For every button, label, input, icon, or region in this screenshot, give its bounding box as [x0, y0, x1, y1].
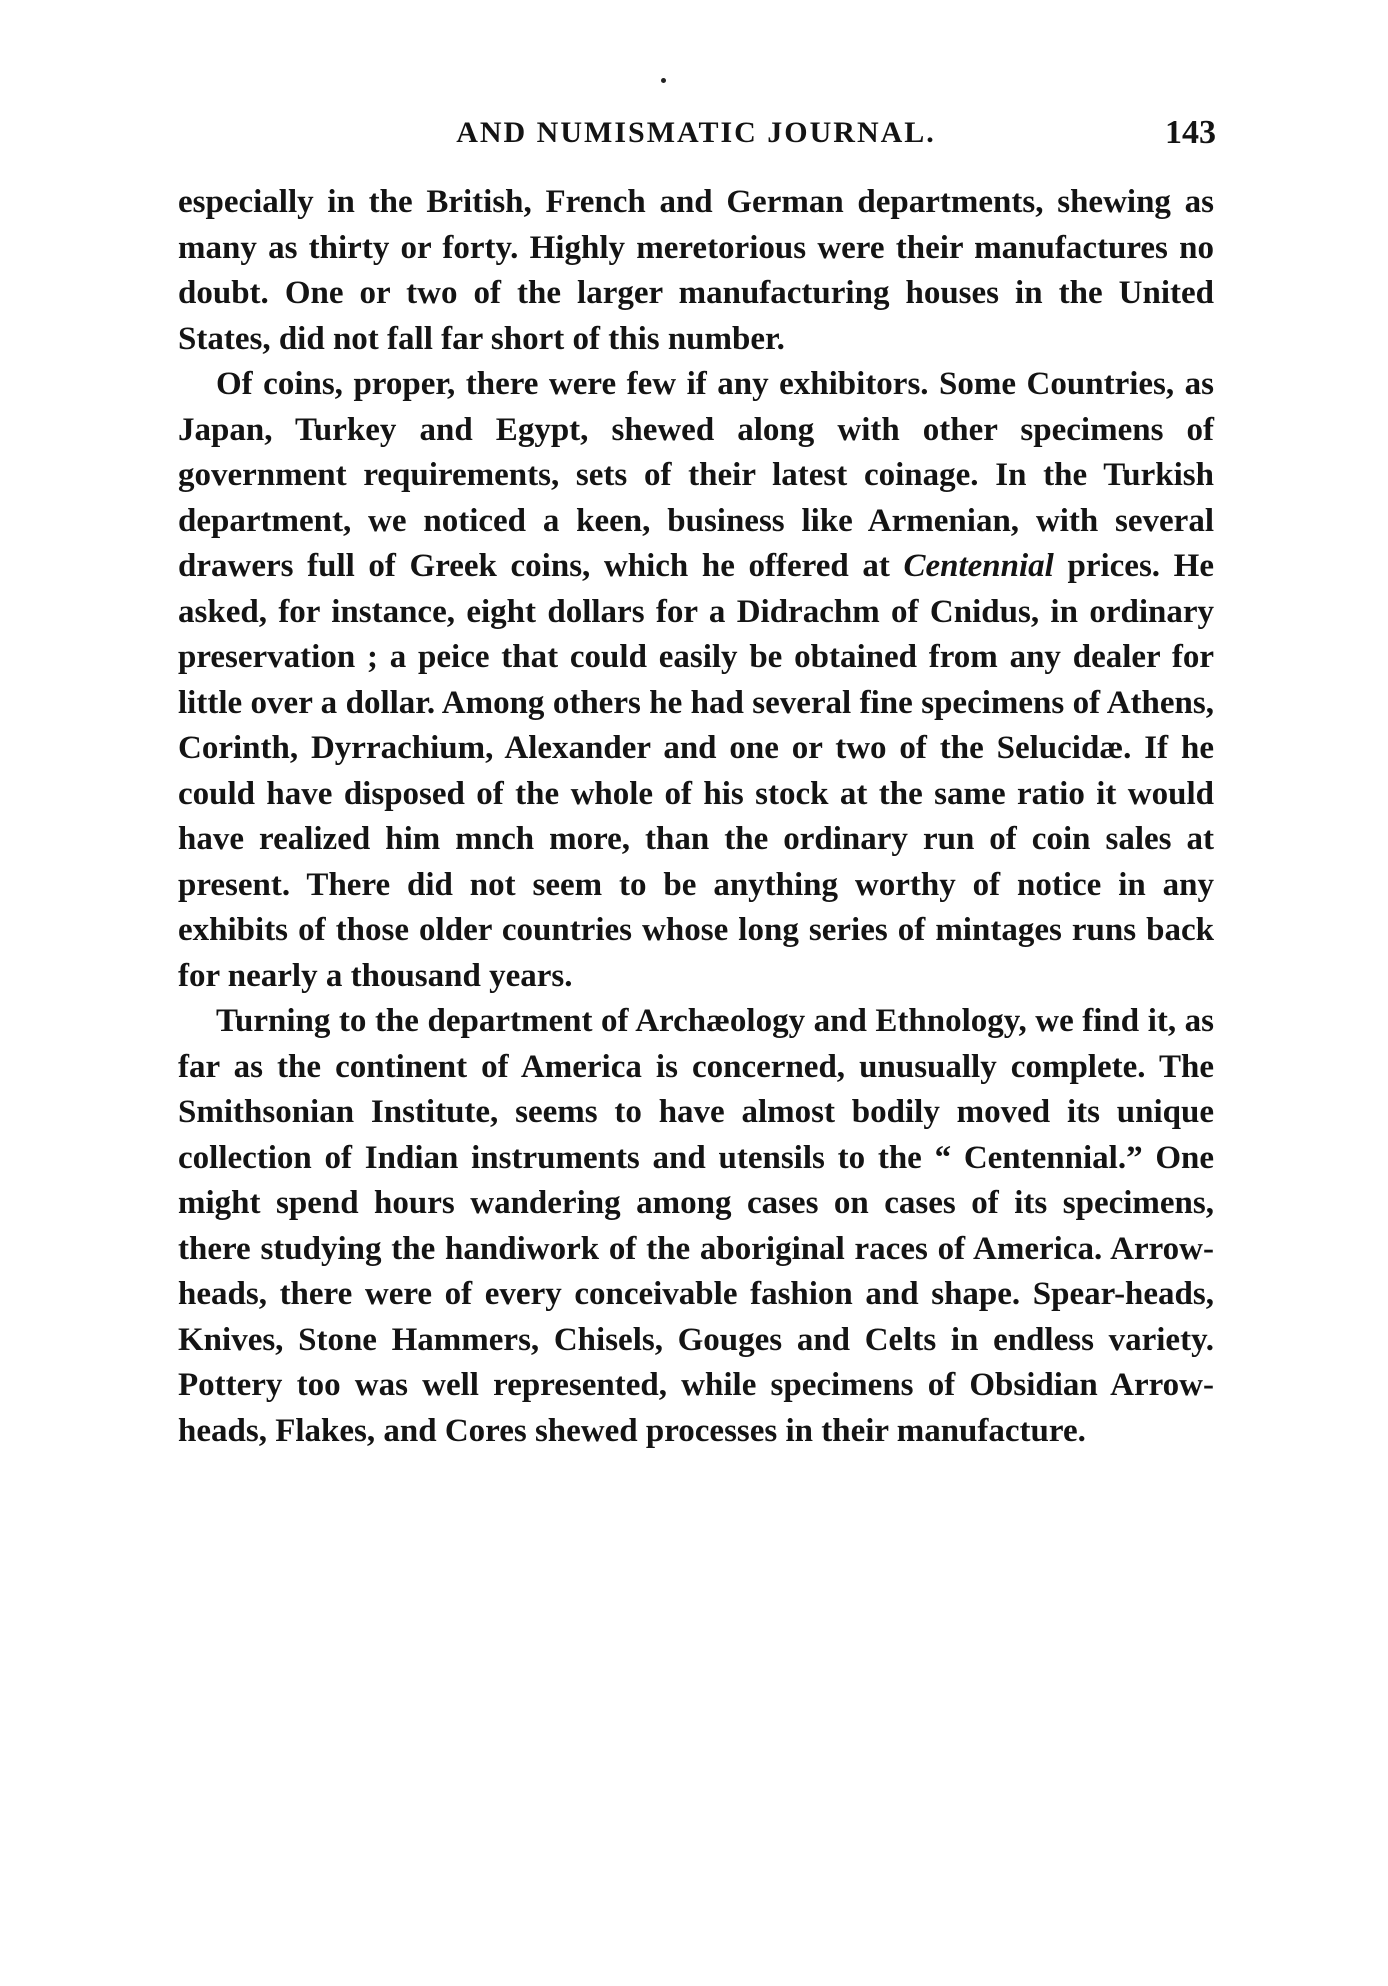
paragraph-2-text-end: prices. He asked, for instance, eight dollars for a Didrachm of Cnidus, in ordinary preservation ; a peice that could easily be obtained from any dealer for little over a dollar. Among others he had several fine specimens of Athens, Corinth, Dyrrachium, Alexander and one or two of the Selucidæ. If he could have disposed of the whole of his stock at the same ratio it would have realized him mnch more, than the ordinary run of coin sales at present. There did not seem to be anything worthy of notice in any exhibits of those older countries whose long series of mintages runs back for nearly a thousand years.: [178, 548, 1214, 994]
italic-centennial: Centennial: [903, 548, 1054, 584]
page-header: [176, 116, 1216, 156]
ink-speck: [661, 78, 666, 83]
paragraph-3: Turning to the department of Archæology and Ethnology, we find it, as far as the continent of America is concerned, unusually complete. The Smithsonian Institute, seems to have almost bodily moved its unique collection of Indian instruments and utensils to the “ Centennial.” One might spend hours wandering among cases on cases of its specimens, there studying the handiwork of the aboriginal races of America. Arrow-heads, there were of every conceivable fashion and shape. Spear-heads, Knives, Stone Hammers, Chisels, Gouges and Celts in endless variety. Pottery too was well represented, while specimens of Obsidian Arrow-heads, Flakes, and Cores shewed processes in their manufacture.: [178, 1003, 1214, 1449]
paragraph-1: especially in the British, French and German departments, shewing as many as thirty or forty. Highly meretorious were their manufactures no doubt. One or two of the larger manufacturing houses in the United States, did not fall far short of this number.: [178, 184, 1214, 357]
paragraph-2-text-start: Of coins, proper, there were few if any exhibitors. Some Countries, as Japan, Turkey and Egypt, shewed along with other specimens of government requirements, sets of their latest coinage. In the Turkish department, we noticed a keen, business like Armenian, with several drawers full of Greek coins, which he offered at: [178, 366, 1214, 584]
page-number: 143: [1165, 114, 1216, 151]
paragraph-2: [178, 362, 1214, 999]
body-text: [178, 180, 1214, 1454]
running-title: AND NUMISMATIC JOURNAL.: [456, 116, 936, 149]
